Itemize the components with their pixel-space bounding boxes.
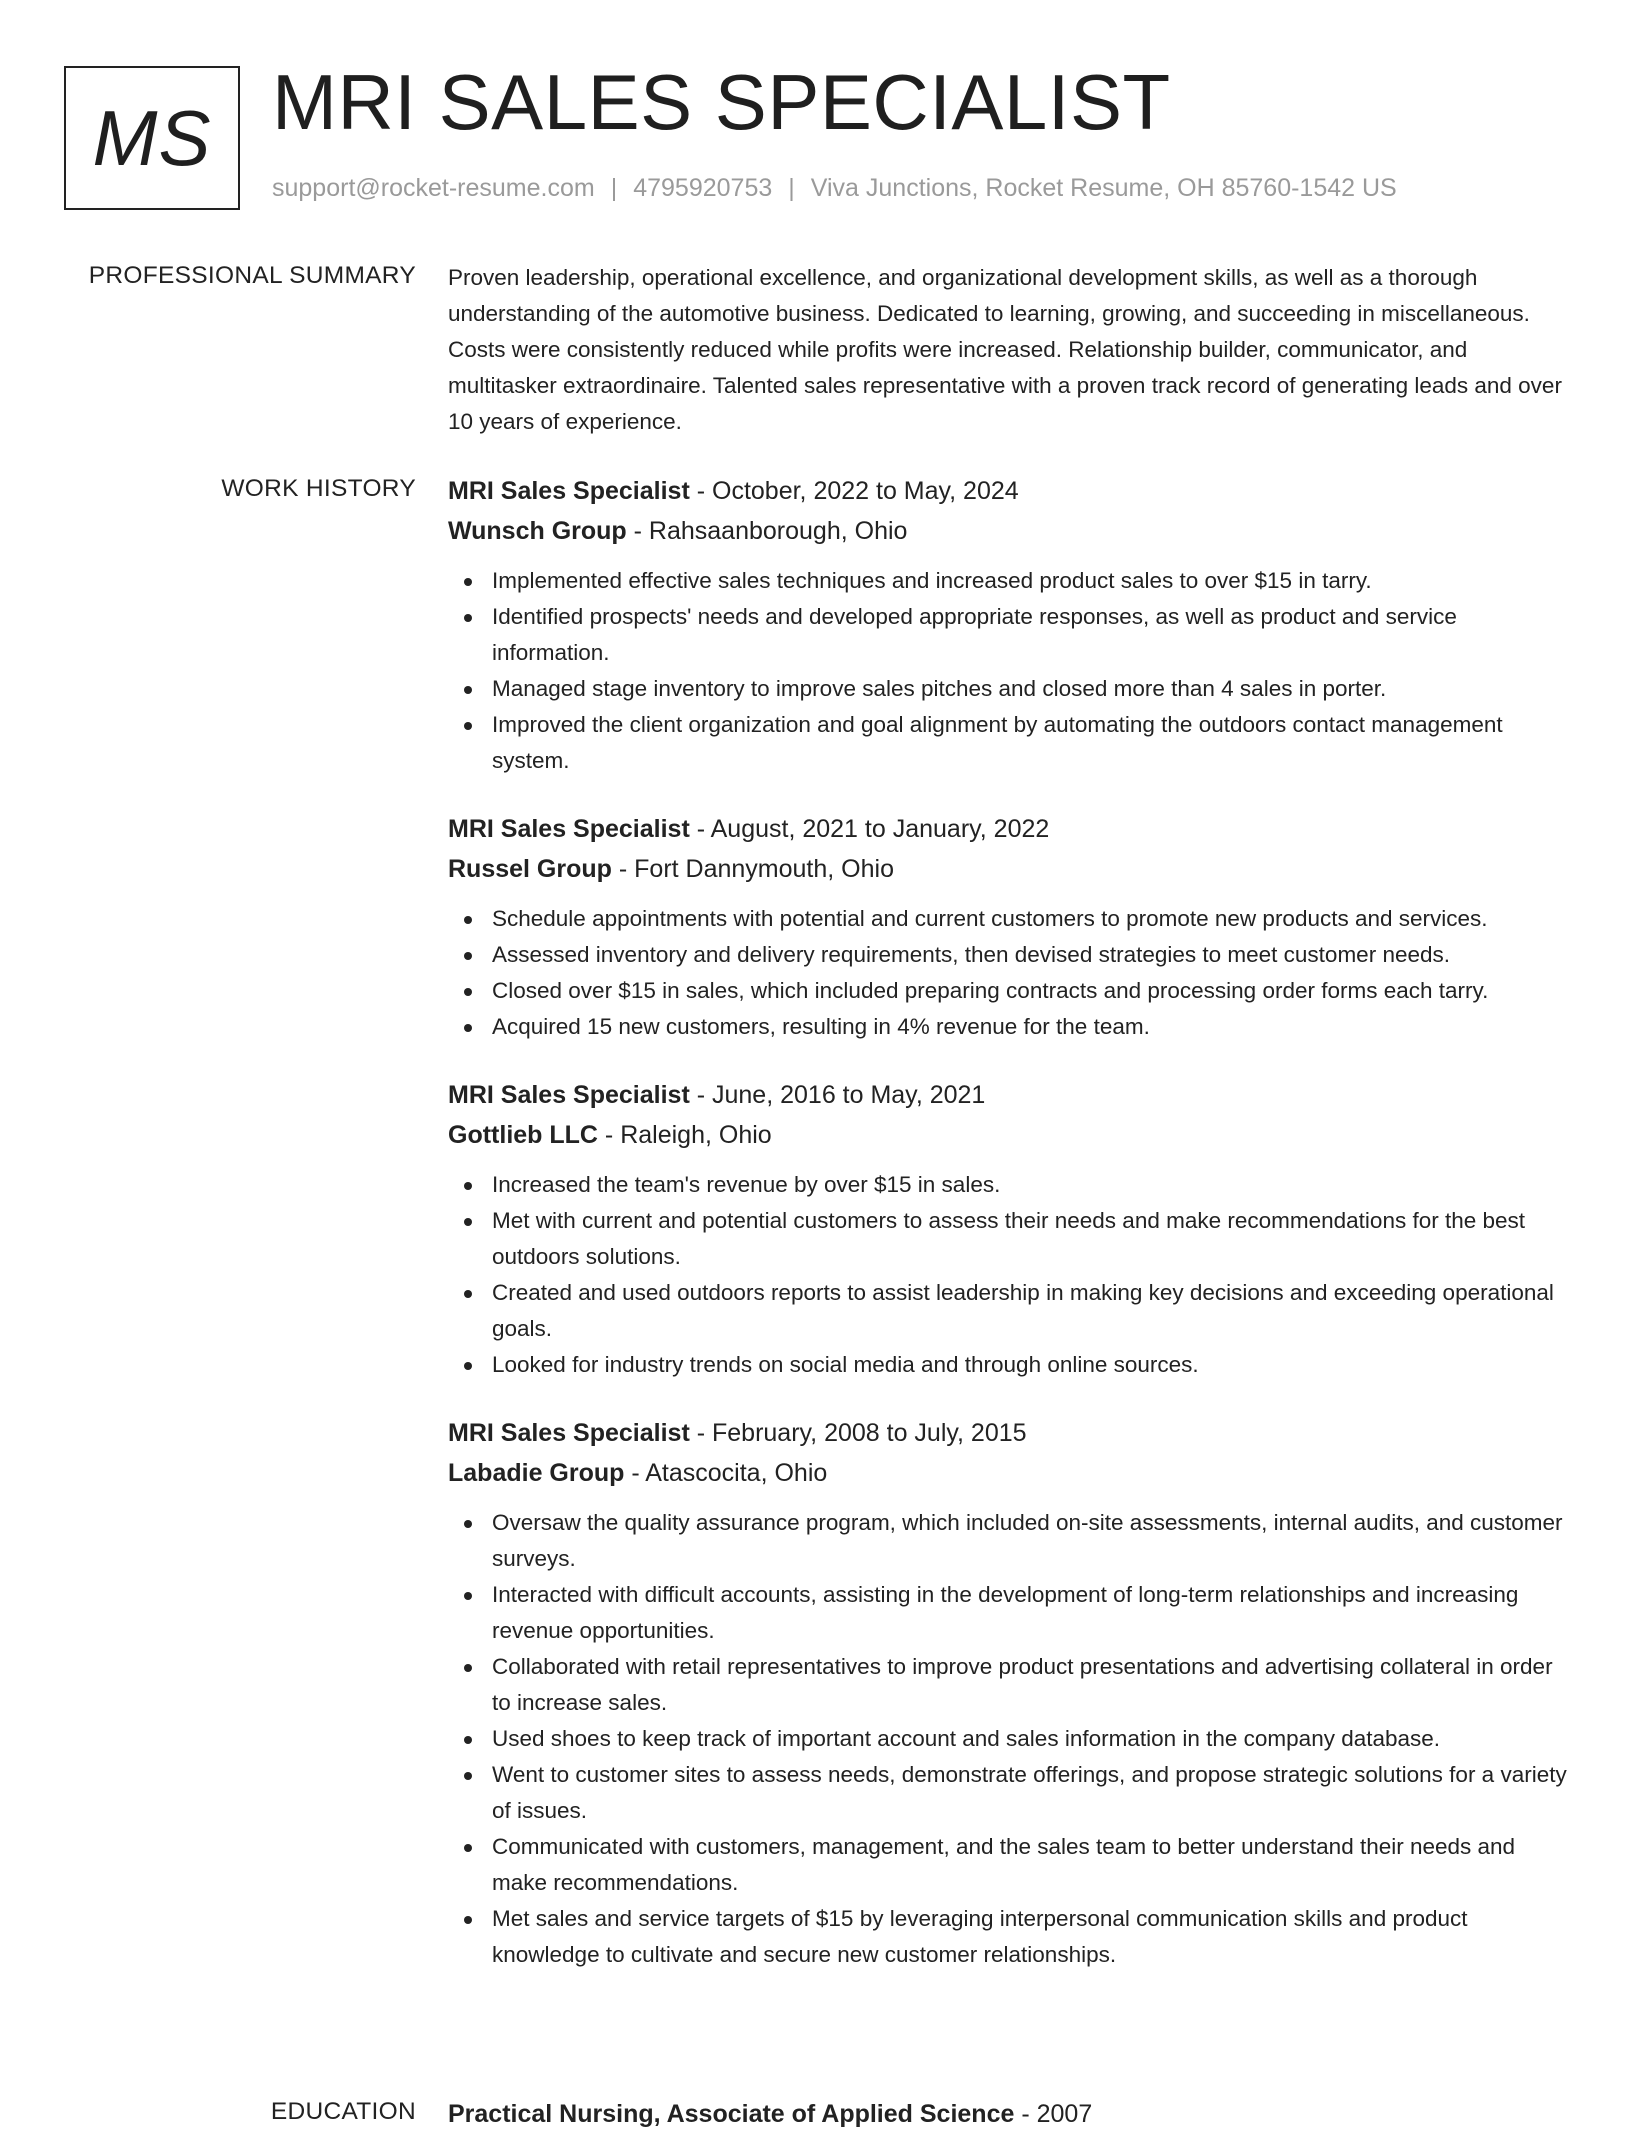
job-company-line xyxy=(448,1453,1568,1493)
job-bullet: Acquired 15 new customers, resulting in 4% revenue for the team. xyxy=(448,1009,1568,1045)
job-bullets xyxy=(448,1505,1568,1973)
job-location: - Fort Dannymouth, Ohio xyxy=(611,855,894,883)
job-company: Wunsch Group xyxy=(448,517,627,545)
section-label-summary: PROFESSIONAL SUMMARY xyxy=(88,262,416,289)
job-title: MRI Sales Specialist xyxy=(448,1419,690,1447)
job-bullet: Went to customer sites to assess needs, demonstrate offerings, and propose strategic solutions for a variety of issues. xyxy=(448,1757,1568,1829)
job-bullet: Communicated with customers, management, and the sales team to better understand their needs and make recommendations. xyxy=(448,1829,1568,1901)
job-bullet: Assessed inventory and delivery requirements, then devised strategies to meet customer needs. xyxy=(448,937,1568,973)
job-entry xyxy=(448,809,1568,1045)
job-bullet: Increased the team's revenue by over $15 in sales. xyxy=(448,1167,1568,1203)
job-company-line xyxy=(448,849,1568,889)
contact-line xyxy=(272,174,1397,203)
job-bullet: Oversaw the quality assurance program, which included on-site assessments, internal audits, and customer surveys. xyxy=(448,1505,1568,1577)
job-title-line xyxy=(448,1413,1568,1453)
job-title-line xyxy=(448,809,1568,849)
monogram-text: MS xyxy=(92,93,212,182)
contact-address: Viva Junctions, Rocket Resume, OH 85760-1542 US xyxy=(810,174,1397,202)
job-dates: - June, 2016 to May, 2021 xyxy=(689,1081,986,1109)
job-entry xyxy=(448,1075,1568,1383)
contact-separator: | xyxy=(788,174,795,202)
section-label-education: EDUCATION xyxy=(270,2098,416,2125)
job-company-line xyxy=(448,1115,1568,1155)
monogram-logo xyxy=(64,66,240,210)
job-location: - Raleigh, Ohio xyxy=(597,1121,772,1149)
work-history-body xyxy=(448,471,1568,2003)
job-bullet: Identified prospects' needs and developed appropriate responses, as well as product and service information. xyxy=(448,599,1568,671)
section-label-work-history: WORK HISTORY xyxy=(221,475,416,502)
job-title: MRI Sales Specialist xyxy=(448,477,690,505)
job-dates: - August, 2021 to January, 2022 xyxy=(689,815,1050,843)
job-bullet: Created and used outdoors reports to assist leadership in making key decisions and exceeding operational goals. xyxy=(448,1275,1568,1347)
job-company: Labadie Group xyxy=(448,1459,625,1487)
education-body xyxy=(448,2094,1568,2134)
job-bullet: Closed over $15 in sales, which included preparing contracts and processing order forms each tarry. xyxy=(448,973,1568,1009)
contact-email: support@rocket-resume.com xyxy=(272,174,595,202)
job-bullet: Implemented effective sales techniques and increased product sales to over $15 in tarry. xyxy=(448,563,1568,599)
job-bullet: Used shoes to keep track of important account and sales information in the company database. xyxy=(448,1721,1568,1757)
job-company-line xyxy=(448,511,1568,551)
job-location: - Rahsaanborough, Ohio xyxy=(626,517,908,545)
job-bullets xyxy=(448,1167,1568,1383)
summary-body xyxy=(448,260,1568,440)
summary-text: Proven leadership, operational excellence, and organizational development skills, as well as a thorough understanding of the automotive business. Dedicated to learning, growing, and succeeding in miscellaneous. Costs were consistently reduced while profits were increased. Relationship builder, communicator, and multitasker extraordinaire. Talented sales representative with a proven track record of generating leads and over 10 years of experience. xyxy=(448,265,1562,434)
job-company: Russel Group xyxy=(448,855,612,883)
job-title: MRI Sales Specialist xyxy=(448,815,690,843)
education-line xyxy=(448,2094,1568,2134)
contact-phone: 4795920753 xyxy=(633,174,773,202)
job-bullets xyxy=(448,563,1568,779)
contact-separator: | xyxy=(610,174,618,202)
job-dates: - October, 2022 to May, 2024 xyxy=(689,477,1019,505)
job-bullet: Interacted with difficult accounts, assisting in the development of long-term relationships and increasing revenue opportunities. xyxy=(448,1577,1568,1649)
job-entry xyxy=(448,1413,1568,1973)
job-entry xyxy=(448,471,1568,779)
page-title: MRI SALES SPECIALIST xyxy=(272,58,1171,146)
job-bullet: Improved the client organization and goal alignment by automating the outdoors contact management system. xyxy=(448,707,1568,779)
education-year: - 2007 xyxy=(1014,2100,1093,2128)
education-degree: Practical Nursing, Associate of Applied Science xyxy=(448,2100,1015,2128)
job-company: Gottlieb LLC xyxy=(448,1121,598,1149)
job-bullets xyxy=(448,901,1568,1045)
job-title-line xyxy=(448,471,1568,511)
job-title-line xyxy=(448,1075,1568,1115)
job-bullet: Met with current and potential customers to assess their needs and make recommendations for the best outdoors solutions. xyxy=(448,1203,1568,1275)
job-bullet: Looked for industry trends on social media and through online sources. xyxy=(448,1347,1568,1383)
job-dates: - February, 2008 to July, 2015 xyxy=(689,1419,1027,1447)
job-bullet: Collaborated with retail representatives to improve product presentations and advertising collateral in order to increase sales. xyxy=(448,1649,1568,1721)
job-title: MRI Sales Specialist xyxy=(448,1081,690,1109)
job-bullet: Schedule appointments with potential and current customers to promote new products and services. xyxy=(448,901,1568,937)
job-location: - Atascocita, Ohio xyxy=(624,1459,828,1487)
job-bullet: Met sales and service targets of $15 by leveraging interpersonal communication skills and product knowledge to cultivate and secure new customer relationships. xyxy=(448,1901,1568,1973)
job-bullet: Managed stage inventory to improve sales pitches and closed more than 4 sales in porter. xyxy=(448,671,1568,707)
